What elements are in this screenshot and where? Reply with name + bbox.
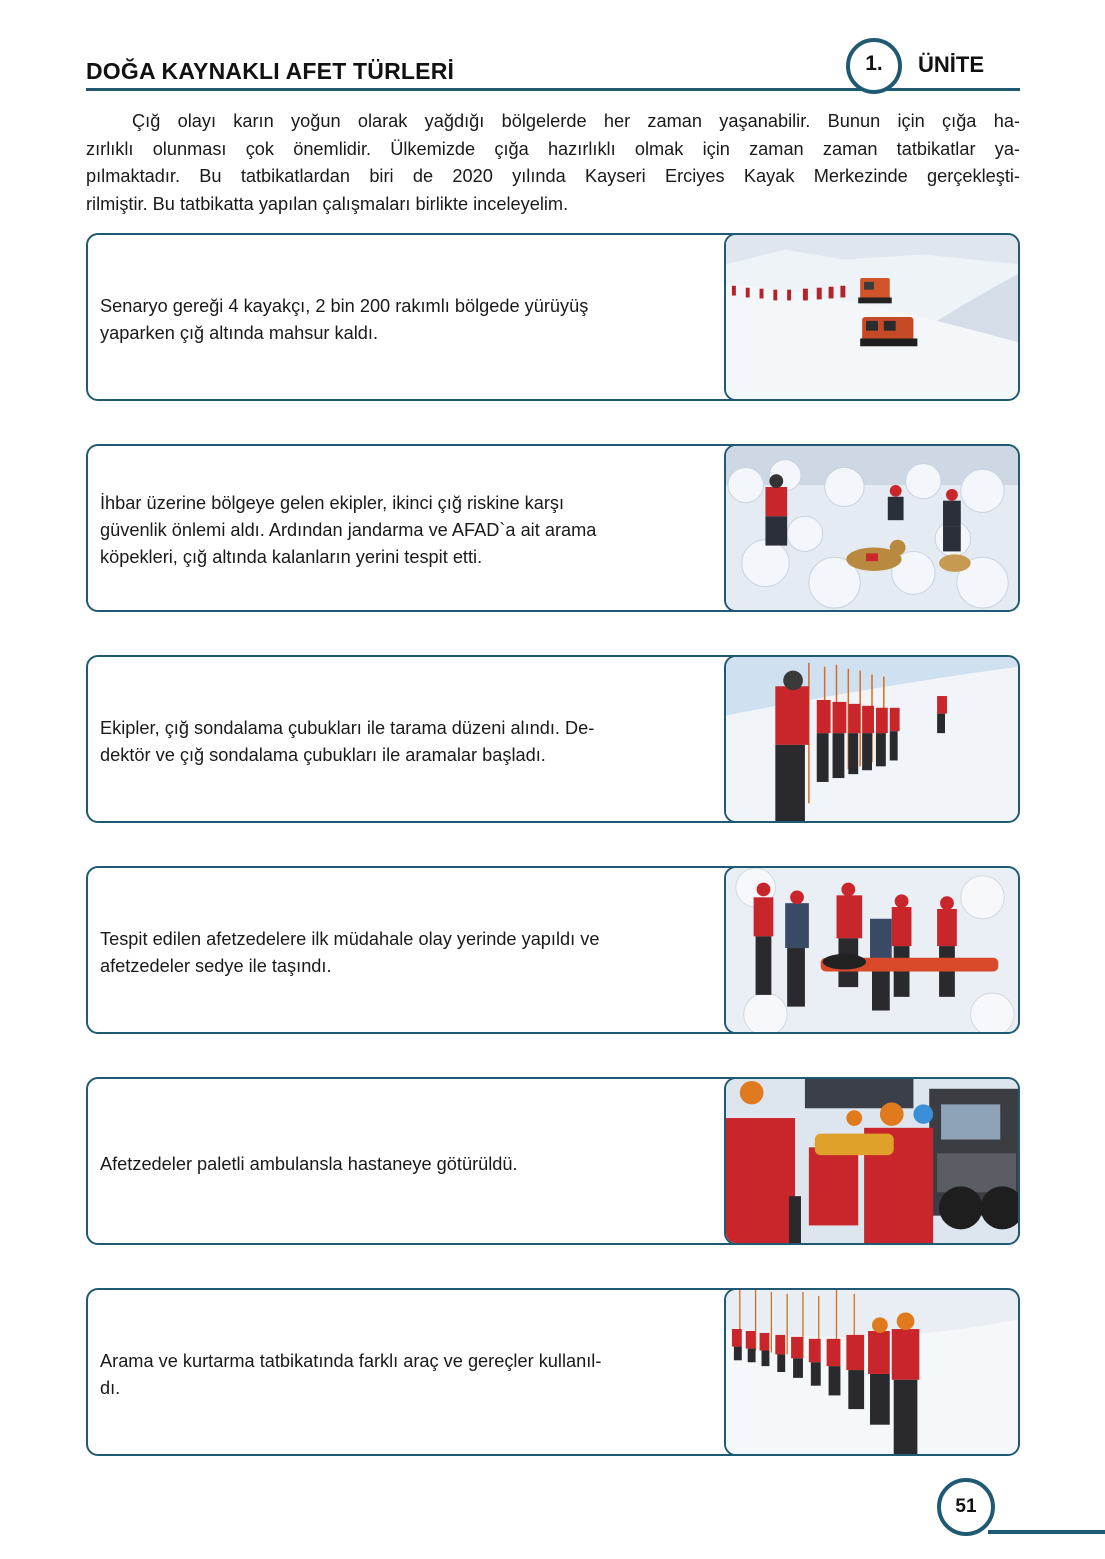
exercise-step-card-6 xyxy=(86,1288,1020,1456)
step-text-line: yaparken çığ altında mahsur kaldı. xyxy=(100,323,379,343)
exercise-step-card-1 xyxy=(86,233,1020,401)
intro-line: Çığ olayı karın yoğun olarak yağdığı bölgelerde her zaman yaşanabilir. Bunun için çığa ha- xyxy=(132,111,1020,131)
exercise-step-card-5 xyxy=(86,1077,1020,1245)
exercise-step-card-4 xyxy=(86,866,1020,1034)
step-text-line: Afetzedeler paletli ambulansla hastaneye götürüldü. xyxy=(100,1154,518,1174)
intro-paragraph xyxy=(86,108,1020,218)
step-description xyxy=(100,490,715,571)
intro-line: zırlıklı olunması çok önemlidir. Ülkemizde çığa hazırlıklı olmak için zaman zaman tatbikatlar ya- xyxy=(86,138,1020,159)
step-text-line: İhbar üzerine bölgeye gelen ekipler, ikinci çığ riskine karşı xyxy=(100,493,565,513)
photo-stretcher-transport xyxy=(724,866,1020,1034)
page-number-rule xyxy=(988,1530,1105,1534)
step-description xyxy=(100,926,715,980)
step-text-line: Arama ve kurtarma tatbikatında farklı araç ve gereçler kullanıl- xyxy=(100,1351,602,1371)
step-text-line: köpekleri, çığ altında kalanların yerini tespit etti. xyxy=(100,547,483,567)
photo-tracked-ambulance xyxy=(724,1077,1020,1245)
photo-search-dogs xyxy=(724,444,1020,612)
step-text-line: Senaryo gereği 4 kayakçı, 2 bin 200 rakımlı bölgede yürüyüş xyxy=(100,296,589,316)
exercise-step-card-2 xyxy=(86,444,1020,612)
photo-team-with-equipment xyxy=(724,1288,1020,1456)
step-text-line: Ekipler, çığ sondalama çubukları ile tarama düzeni alındı. De- xyxy=(100,718,595,738)
unit-label: ÜNİTE xyxy=(918,52,984,77)
intro-line: pılmaktadır. Bu tatbikatlardan biri de 2020 yılında Kayseri Erciyes Kayak Merkezinde gerçekleşti- xyxy=(86,166,1020,186)
step-text-line: dı. xyxy=(100,1378,121,1398)
page-section-title: DOĞA KAYNAKLI AFET TÜRLERİ xyxy=(86,58,455,84)
unit-number: 1. xyxy=(865,52,883,75)
step-description xyxy=(100,1151,715,1178)
intro-line: rilmiştir. Bu tatbikatta yapılan çalışmaları birlikte inceleyelim. xyxy=(86,193,569,214)
step-text-line: afetzedeler sedye ile taşındı. xyxy=(100,956,332,976)
step-text-line: Tespit edilen afetzedelere ilk müdahale olay yerinde yapıldı ve xyxy=(100,929,600,949)
photo-probe-line-search xyxy=(724,655,1020,823)
exercise-step-card-3 xyxy=(86,655,1020,823)
step-text-line: dektör ve çığ sondalama çubukları ile aramalar başladı. xyxy=(100,745,546,765)
step-description xyxy=(100,293,715,347)
page-number: 51 xyxy=(955,1496,977,1517)
step-description xyxy=(100,1348,715,1402)
step-description xyxy=(100,715,715,769)
photo-rescue-vehicles-snow xyxy=(724,233,1020,401)
step-text-line: güvenlik önlemi aldı. Ardından jandarma ve AFAD`a ait arama xyxy=(100,520,597,540)
